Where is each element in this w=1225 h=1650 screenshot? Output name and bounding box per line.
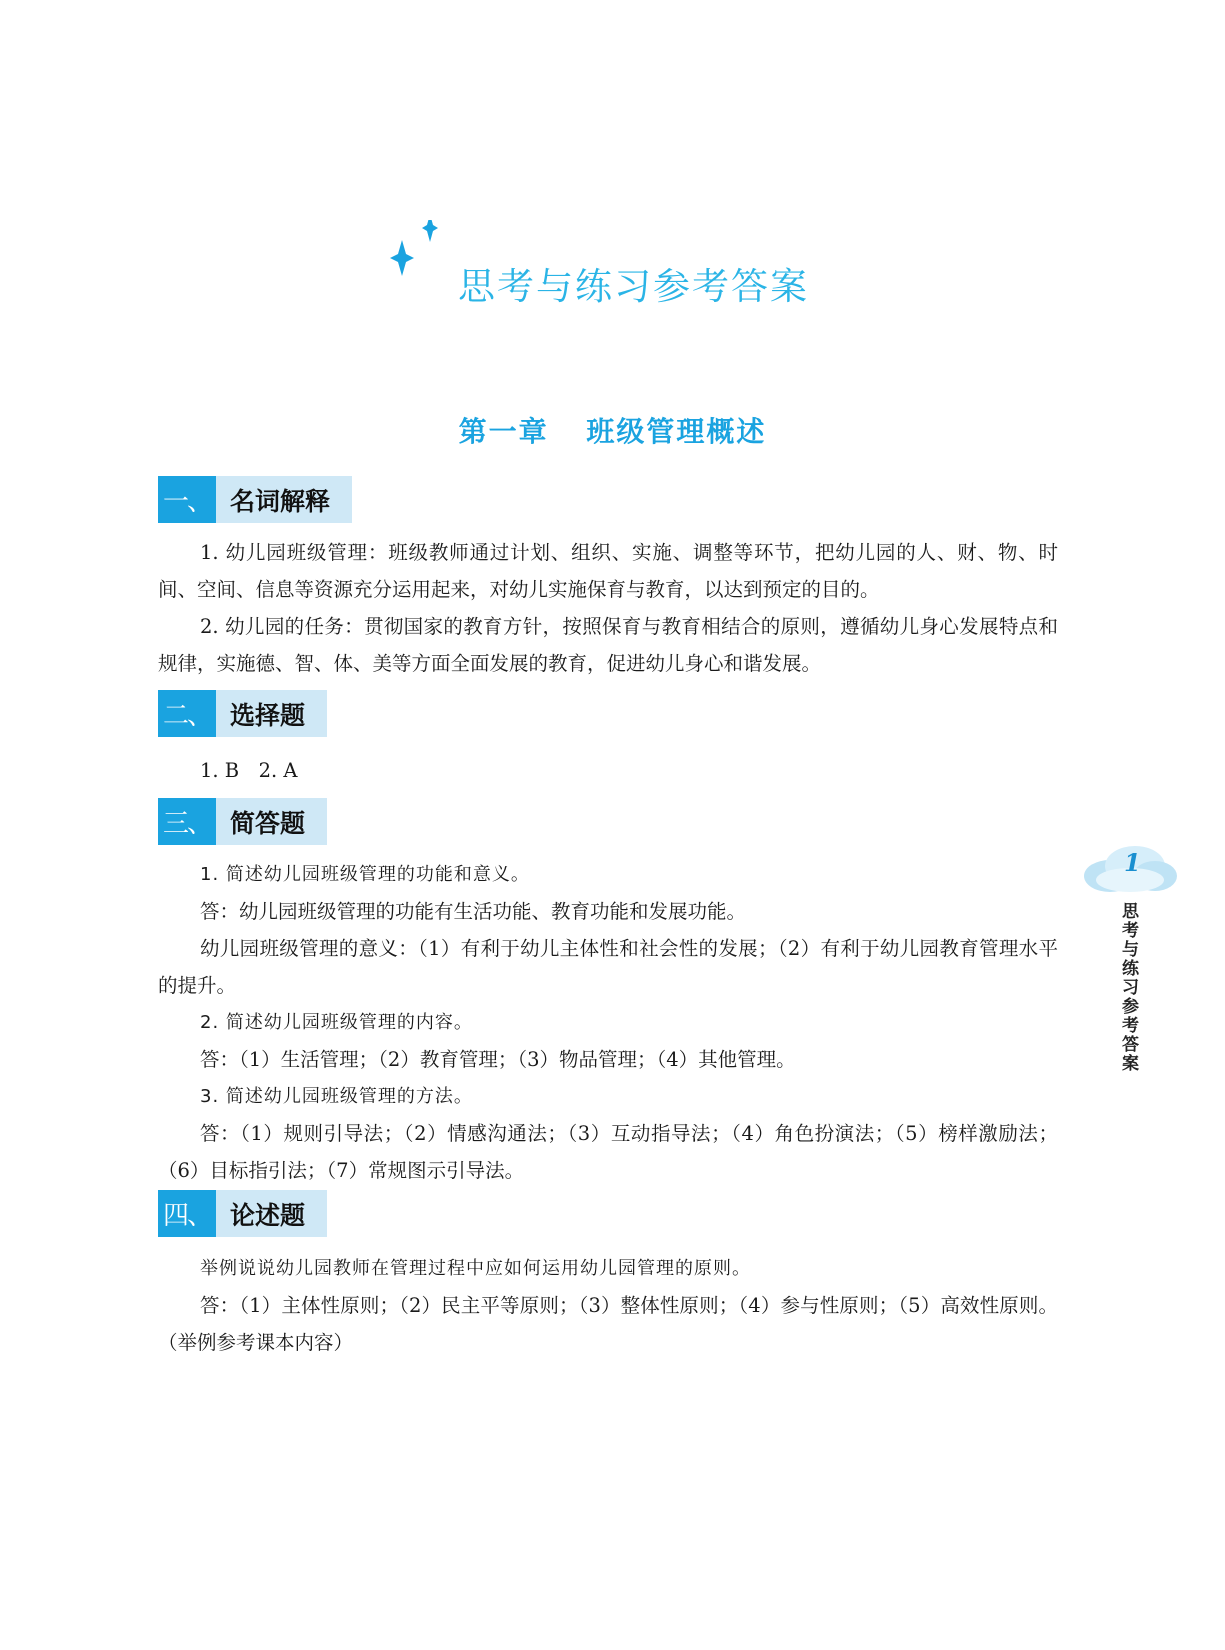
question: 3. 简述幼儿园班级管理的方法。 [200,1086,473,1107]
question: 1. 简述幼儿园班级管理的功能和意义。 [200,864,530,885]
question: 2. 简述幼儿园班级管理的内容。 [200,1012,473,1033]
sparkle-icon [390,220,460,290]
section-number: 三、 [158,798,216,845]
paragraph: 幼儿园班级管理的意义：（1）有利于幼儿主体性和社会性的发展；（2）有利于幼儿园教育管理水平的提升。 [158,937,1058,997]
section-title: 选择题 [216,690,327,737]
page-title: 思考与练习参考答案 [458,265,809,308]
section-heading [158,690,327,737]
question: 举例说说幼儿园教师在管理过程中应如何运用幼儿园管理的原则。 [200,1258,751,1279]
section-title: 简答题 [216,798,327,845]
section-number: 一、 [158,476,216,523]
side-label: 思考与练习参考答案 [1118,902,1138,1073]
section-title: 论述题 [216,1190,327,1237]
section-heading [158,1190,327,1237]
section-number: 二、 [158,690,216,737]
paragraph: 答：（1）主体性原则；（2）民主平等原则；（3）整体性原则；（4）参与性原则；（5）高效性原则。（举例参考课本内容） [158,1294,1058,1354]
paragraph: 答：（1）规则引导法；（2）情感沟通法；（3）互动指导法；（4）角色扮演法；（5）榜样激励法；（6）目标指引法；（7）常规图示引导法。 [158,1122,1058,1182]
section-heading [158,476,352,523]
section-heading [158,798,327,845]
paragraph: 2. 幼儿园的任务：贯彻国家的教育方针，按照保育与教育相结合的原则，遵循幼儿身心发展特点和规律，实施德、智、体、美等方面全面发展的教育，促进幼儿身心和谐发展。 [158,615,1058,675]
paragraph: 答：幼儿园班级管理的功能有生活功能、教育功能和发展功能。 [200,900,747,923]
section-title: 名词解释 [216,476,352,523]
paragraph: 1. 幼儿园班级管理：班级教师通过计划、组织、实施、调整等环节，把幼儿园的人、财、物、时间、空间、信息等资源充分运用起来，对幼儿实施保育与教育，以达到预定的目的。 [158,541,1058,601]
paragraph: 1. B 2. A [200,759,298,782]
chapter-title: 第一章 班级管理概述 [458,415,767,448]
page-header [390,220,850,310]
side-tab [1080,840,1180,1100]
section-number: 四、 [158,1190,216,1237]
page-number: 1 [1124,848,1141,877]
paragraph: 答：（1）生活管理；（2）教育管理；（3）物品管理；（4）其他管理。 [200,1048,796,1071]
